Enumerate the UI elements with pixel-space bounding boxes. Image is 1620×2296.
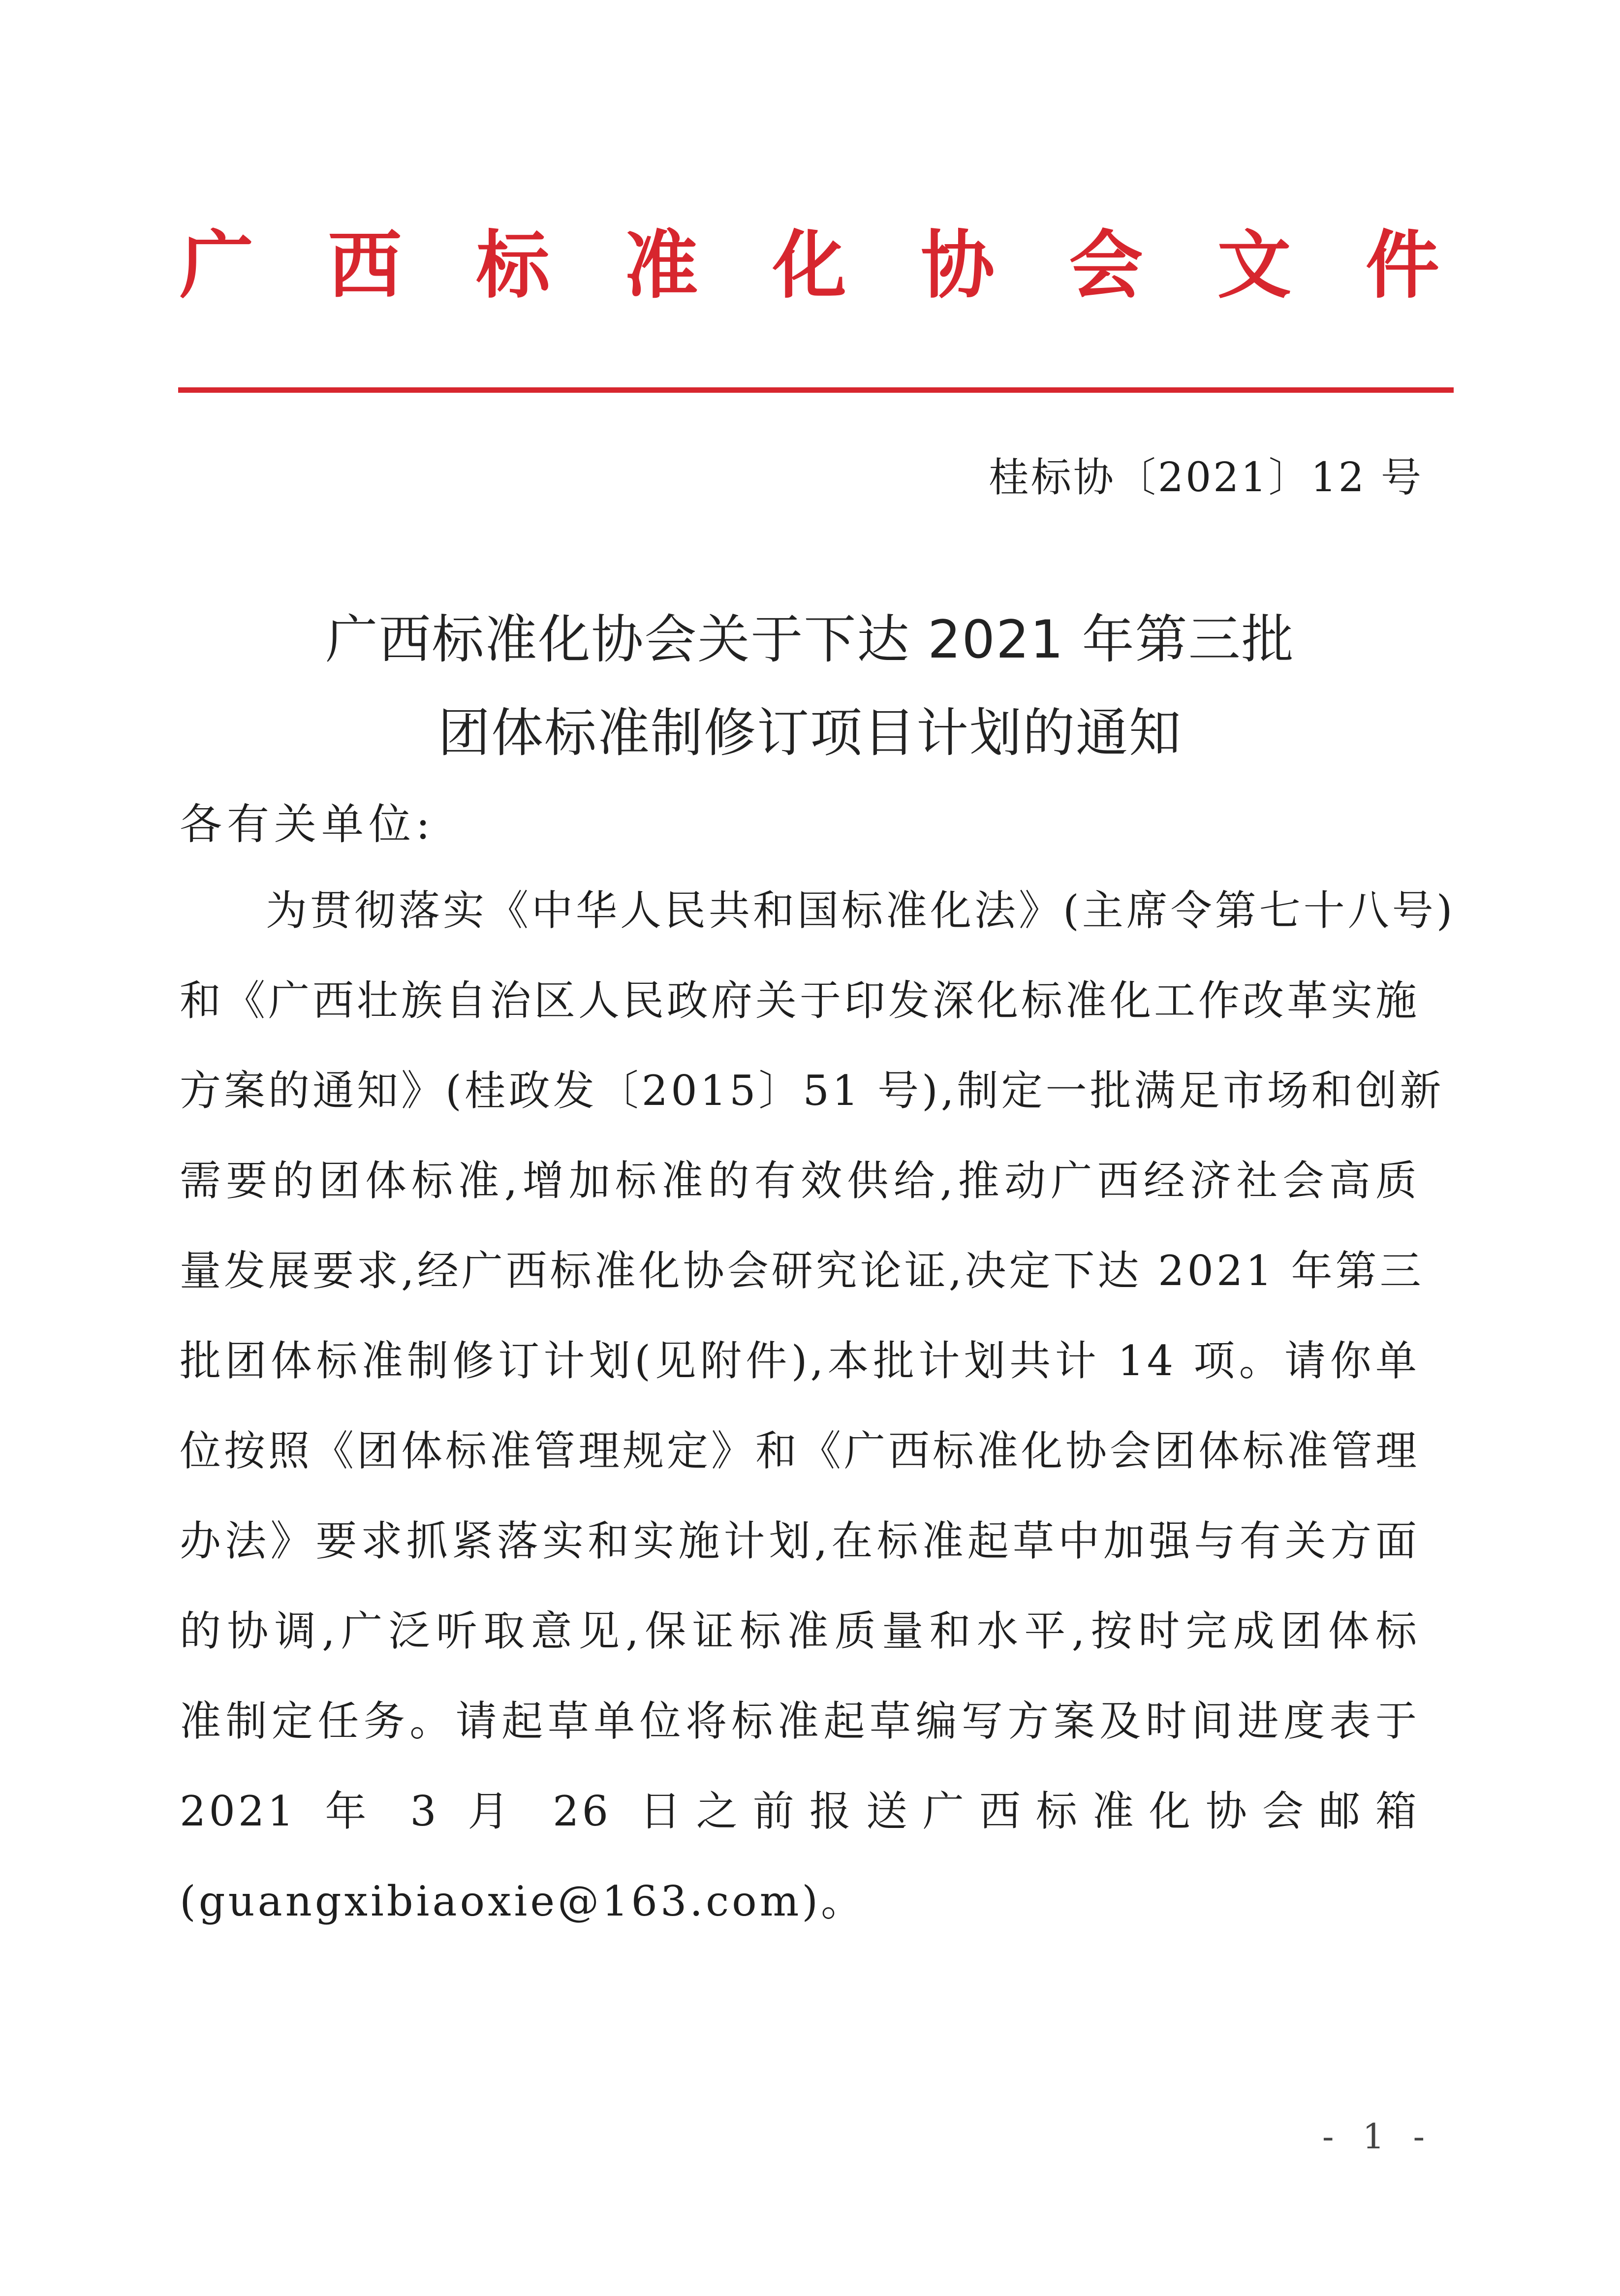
body-line: 和《广西壮族自治区人民政府关于印发深化标准化工作改革实施 <box>180 976 1420 1025</box>
body-line: 方案的通知》(桂政发〔2015〕51 号),制定一批满足市场和创新 <box>180 1067 1444 1115</box>
body-line: 的协调,广泛听取意见,保证标准质量和水平,按时完成团体标 <box>180 1607 1420 1655</box>
body-line: (guangxibiaoxie@163.com)。 <box>180 1877 866 1925</box>
header-char: 件 <box>1365 223 1439 309</box>
body-line: 为贯彻落实《中华人民共和国标准化法》(主席令第七十八号) <box>266 886 1456 935</box>
body-line: 办法》要求抓紧落实和实施计划,在标准起草中加强与有关方面 <box>180 1517 1420 1565</box>
document-number: 桂标协〔2021〕12 号 <box>988 454 1423 501</box>
body-line: 准制定任务。请起草单位将标准起草编写方案及时间进度表于 <box>180 1697 1420 1745</box>
body-line: 需要的团体标准,增加标准的有效供给,推动广西经济社会高质 <box>180 1157 1420 1205</box>
header-char: 协 <box>921 223 995 309</box>
header-char: 标 <box>476 223 550 309</box>
header-char: 会 <box>1069 223 1143 309</box>
header-char: 西 <box>328 223 402 309</box>
header-char: 文 <box>1217 223 1291 309</box>
header-divider <box>178 387 1454 393</box>
notice-title-line-1: 广西标准化协会关于下达 2021 年第三批 <box>325 609 1295 670</box>
body-line: 2021 年 3 月 26 日之前报送广西标准化协会邮箱 <box>180 1787 1420 1835</box>
body-line: 批团体标准制修订计划(见附件),本批计划共计 14 项。请你单 <box>180 1337 1420 1385</box>
notice-title <box>0 593 1620 780</box>
header-char: 化 <box>772 223 846 309</box>
document-header-title <box>180 217 1439 315</box>
notice-title-line-2: 团体标准制修订项目计划的通知 <box>438 703 1182 763</box>
body-line: 量发展要求,经广西标准化协会研究论证,决定下达 2021 年第三 <box>180 1247 1424 1295</box>
page-number: - 1 - <box>1322 2116 1434 2157</box>
header-char: 准 <box>624 223 698 309</box>
salutation: 各有关单位: <box>180 800 435 849</box>
header-char: 广 <box>180 223 254 309</box>
body-line: 位按照《团体标准管理规定》和《广西标准化协会团体标准管理 <box>180 1427 1420 1475</box>
